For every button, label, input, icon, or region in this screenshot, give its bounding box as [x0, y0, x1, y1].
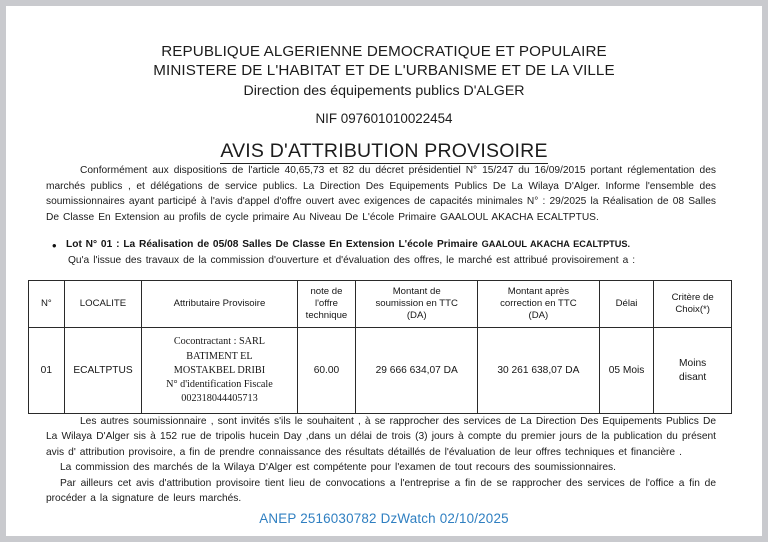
attribution-table-wrapper [6, 280, 762, 414]
col-header-correction-line3: (DA) [528, 310, 549, 322]
col-header-delai: Délai [599, 280, 654, 328]
cell-attributaire-line3: MOSTAKBEL DRIBI [173, 364, 266, 376]
cell-delai: 05 Mois [599, 328, 654, 413]
col-header-soumission [356, 280, 478, 328]
nif-number: NIF 097601010022454 [315, 111, 453, 127]
paragraph-commission-text: La commission des marchés de la Wilaya D'Alger est compétente pour l'examen de tout recours des soumissionnaires. [60, 462, 616, 474]
document-body [6, 6, 762, 507]
cell-attributaire-line4: N° d'identification Fiscale [166, 378, 273, 390]
lot-section [6, 238, 762, 268]
col-header-soumission-line3: (DA) [406, 310, 427, 322]
col-header-note-line2: l'offre [314, 297, 338, 309]
col-header-correction [478, 280, 600, 328]
attribution-table [28, 280, 732, 414]
col-header-critere [654, 280, 732, 328]
notices-section [6, 414, 762, 507]
col-header-localite: LOCALITE [64, 280, 142, 328]
col-header-num: N° [29, 280, 65, 328]
cell-attributaire-line1: Cocontractant : SARL [173, 336, 265, 348]
col-header-critere-line2: Choix(*) [675, 304, 710, 316]
col-header-soumission-line1: Montant de [392, 285, 441, 297]
lot-row [46, 238, 716, 253]
paragraph-autres-text: Les autres soumissionnaire , sont invités s'ils le souhaitent , à se rapprocher des services de La Direction Des Equipements Publics De La Wilaya D'Alger sis à 152 rue de tripolis hucein Day ,dans un délai de trois (3) jours à compte du premier jours de la publication du présent avis d' attribution provisoire, a fin de prendre connaissance des résultats détaillés de l'évaluation de leur offres techniques et financière . [46, 415, 716, 458]
col-header-soumission-line2: soumission en TTC [375, 297, 458, 309]
cell-note: 60.00 [297, 328, 356, 413]
lot-school-name: GAALOUL AKACHA ECALTPTUS. [481, 239, 631, 250]
header-republic-line: REPUBLIQUE ALGERIENNE DEMOCRATIQUE ET POPULAIRE [161, 43, 607, 60]
cell-critere-line2: disant [679, 371, 707, 383]
table-header-row [29, 280, 732, 328]
bullet-icon: • [52, 238, 57, 254]
cell-fiscal-id: 002318044405713 [181, 392, 258, 404]
intro-section [6, 163, 762, 225]
cell-num: 01 [29, 328, 65, 413]
lot-label: Lot N° 01 : La Réalisation de 05/08 Salles De Classe En Extension L'école Primaire [66, 239, 482, 251]
paragraph-commission [46, 460, 716, 476]
lot-text [66, 238, 630, 253]
table-row [29, 328, 732, 413]
col-header-critere-line1: Critère de [671, 291, 714, 303]
header-direction-line: Direction des équipements publics D'ALGER [243, 82, 525, 99]
document-header [6, 42, 762, 100]
paragraph-autres-soumissionnaires [46, 414, 716, 461]
intro-paragraph [46, 163, 716, 225]
page-title-text: AVIS D'ATTRIBUTION PROVISOIRE [220, 140, 548, 163]
cell-localite: ECALTPTUS [64, 328, 142, 413]
page-title [6, 140, 762, 163]
paragraph-par-ailleurs [46, 476, 716, 507]
cell-soumission-amount: 29 666 634,07 DA [356, 328, 478, 413]
col-header-correction-line1: Montant après [507, 285, 570, 297]
cell-critere [654, 328, 732, 413]
intro-paragraph-text: Conformément aux dispositions de l'article 40,65,73 et 82 du décret présidentiel N° 15/247 du 16/09/2015 portant réglementation des marchés publics , et délégations de service publics. La Direction Des Equipements Publics De La Wilaya D'Alger. Informe l'ensemble des soumissionnaires ayant participé à l'avis d'appel d'offre ouvert avec exigences de capacités minimales N° : 29/2025 la Réalisation de 08 Salles De Classe En Extension au profils de cycle primaire Au Niveau De L'école Primaire GAALOUL AKACHA ECALTPTUS. [46, 165, 716, 223]
col-header-note [297, 280, 356, 328]
attribution-intro-line: Qu'a l'issue des travaux de la commission d'ouverture et d'évaluation des offres, le marché est attribué provisoirement a : [68, 255, 636, 267]
anep-footer: ANEP 2516030782 DzWatch 02/10/2025 [259, 511, 509, 526]
paragraph-par-ailleurs-text: Par ailleurs cet avis d'attribution provisoire tient lieu de convocations a l'entreprise a fin de se rapprocher des services de l'office a fin de procéder a la signature de leurs marchés. [46, 477, 716, 505]
header-ministry-line: MINISTERE DE L'HABITAT ET DE L'URBANISME ET DE LA VILLE [153, 62, 615, 80]
col-header-attributaire: Attributaire Provisoire [142, 280, 297, 328]
cell-critere-line1: Moins [679, 357, 707, 369]
cell-attributaire-line2: BATIMENT EL [186, 350, 253, 362]
col-header-note-line1: note de [310, 285, 343, 297]
document-page [6, 6, 762, 536]
col-header-note-line3: technique [305, 310, 348, 322]
cell-attributaire [142, 328, 297, 413]
cell-correction-amount: 30 261 638,07 DA [478, 328, 600, 413]
col-header-correction-line2: correction en TTC [500, 297, 577, 309]
